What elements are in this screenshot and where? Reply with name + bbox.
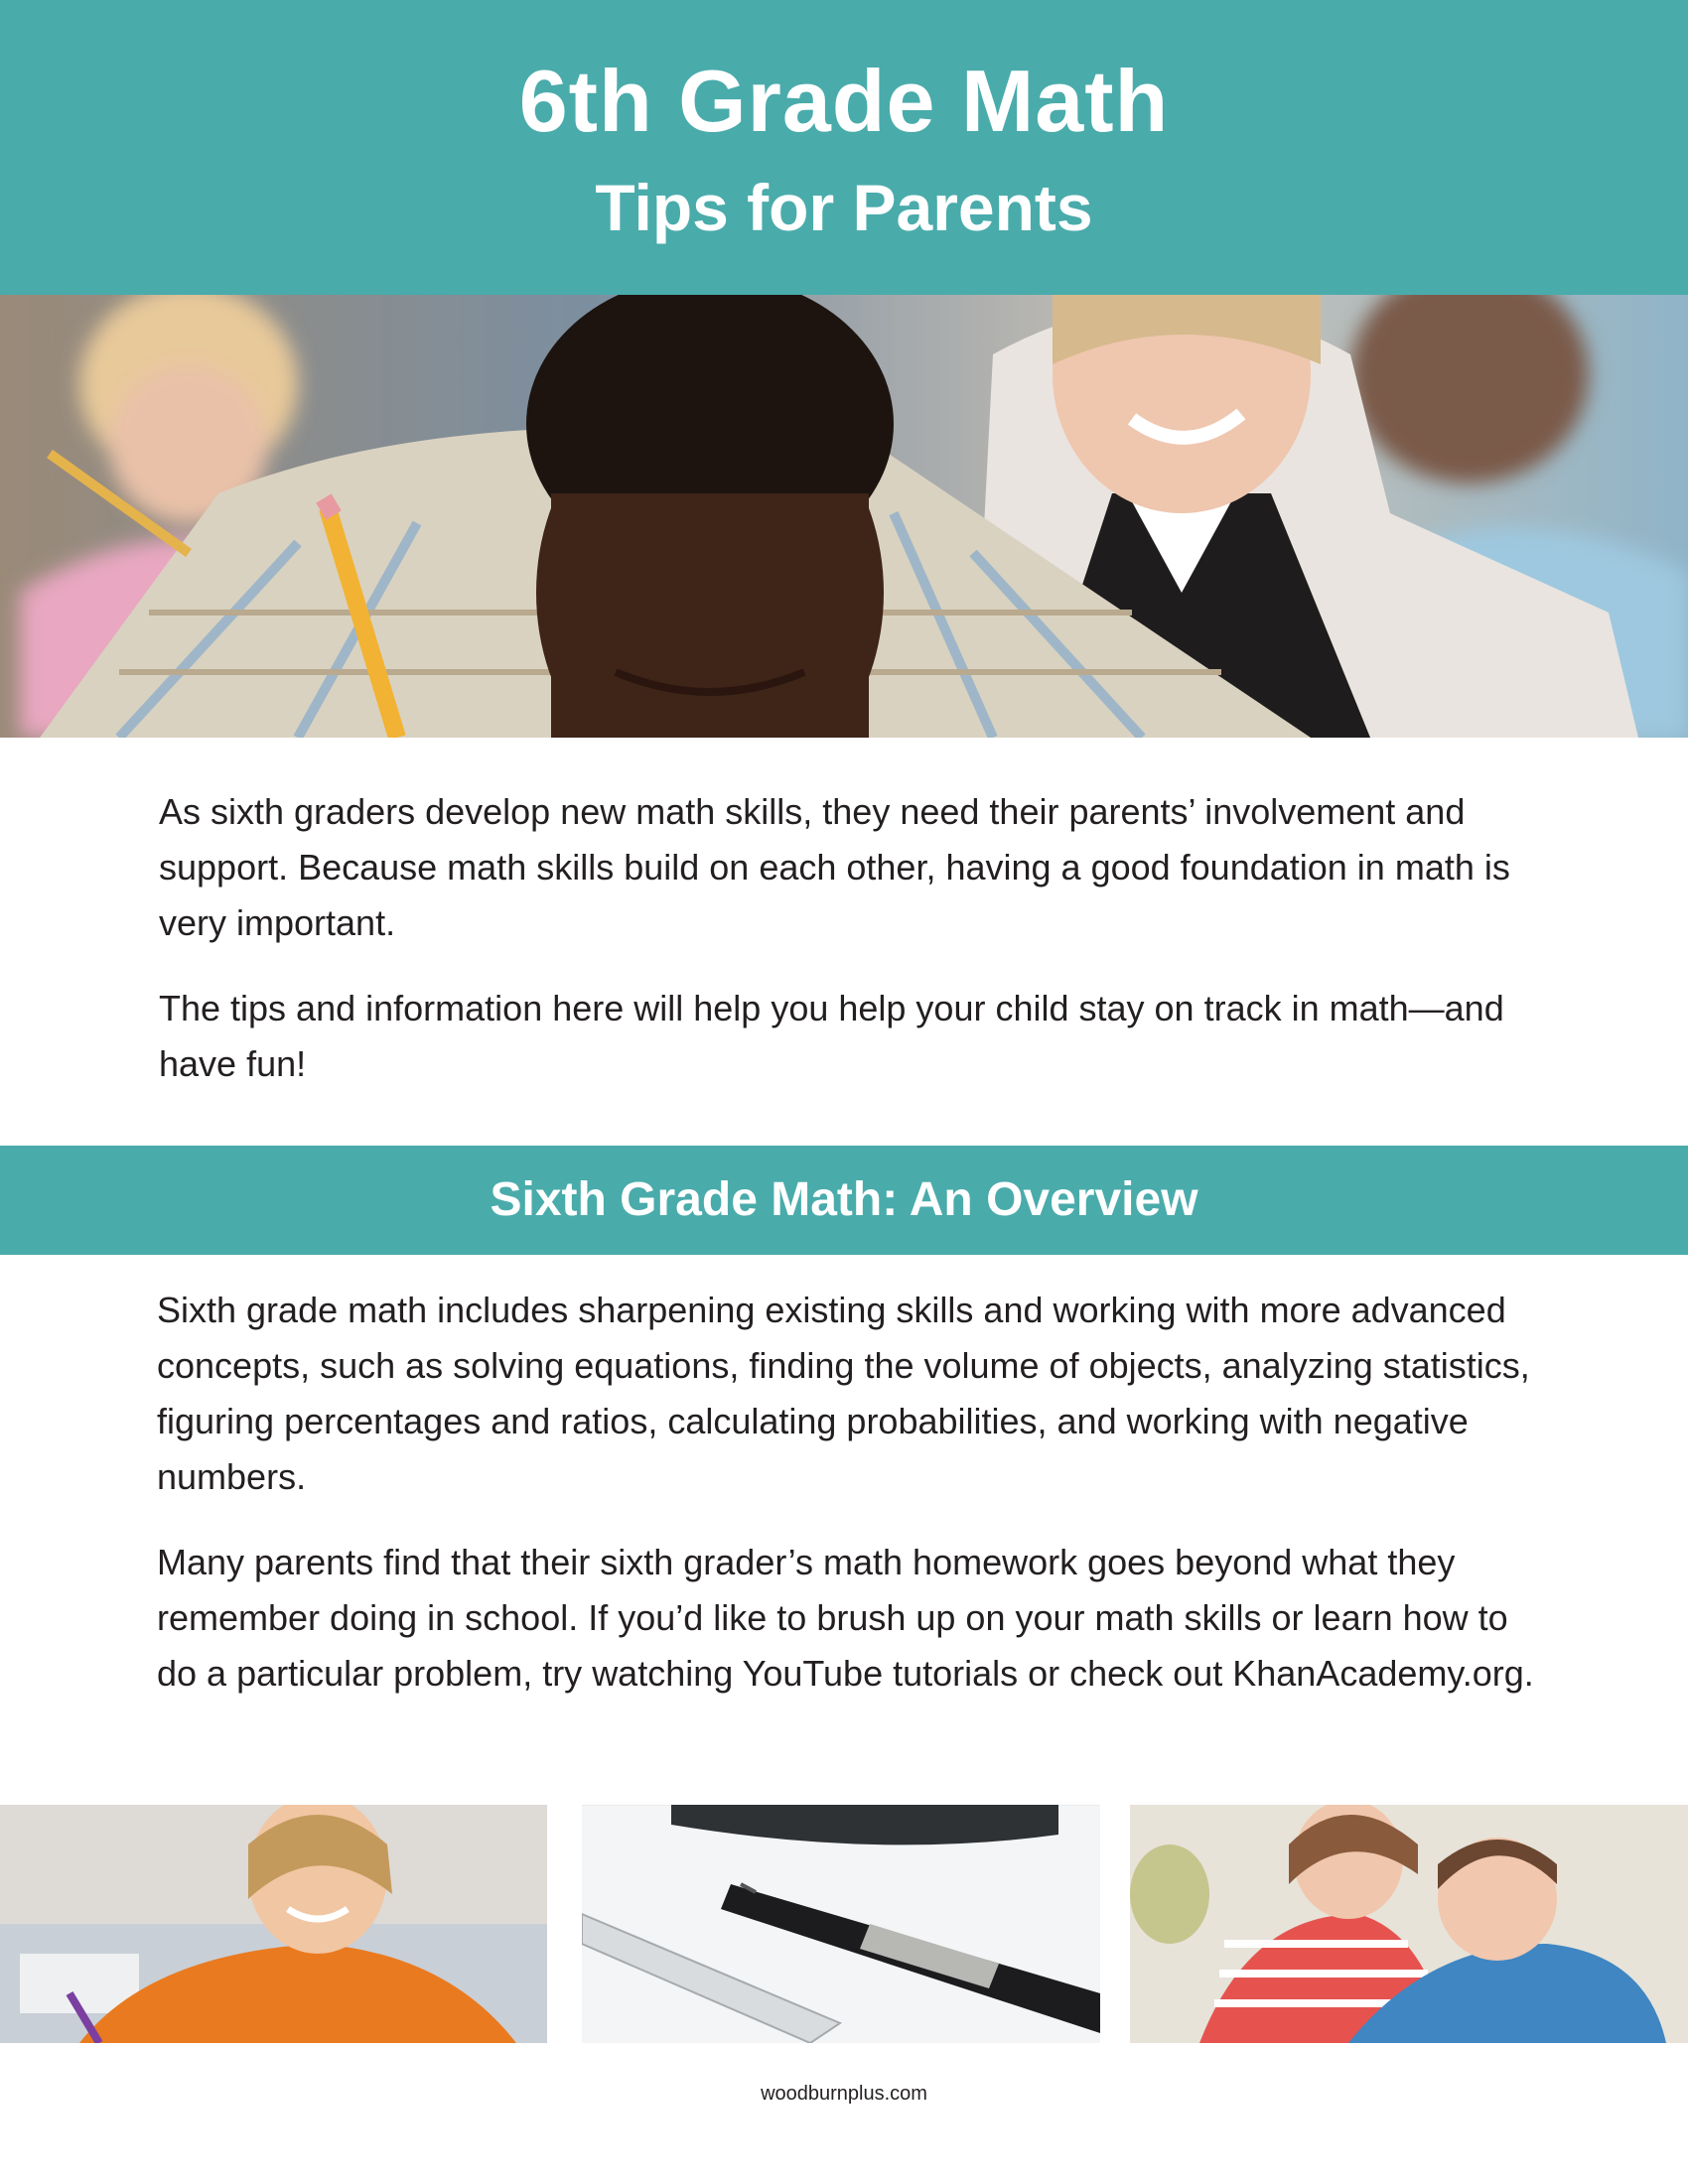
footer-url: woodburnplus.com [761, 2083, 927, 2105]
overview-section [157, 1283, 1547, 1731]
hero-image [0, 295, 1688, 738]
header-band [0, 0, 1688, 295]
photo-pen-ruler [582, 1805, 1100, 2043]
page-title: 6th Grade Math [518, 52, 1170, 150]
section-heading: Sixth Grade Math: An Overview [490, 1173, 1198, 1226]
overview-paragraph-2: Many parents find that their sixth grader’s math homework goes beyond what they remember doing in school. If you’d like to brush up on your math skills or learn how to do a particular problem, try watching YouTube tutorials or check out KhanAcademy.org. [157, 1542, 1534, 1694]
classroom-photo-icon [0, 295, 1688, 738]
student-photo-icon [0, 1805, 547, 2043]
overview-paragraph-1: Sixth grade math includes sharpening existing skills and working with more advanced concepts, such as solving equations, finding the volume of objects, analyzing statistics, figuring percentages and ratios, calculating probabilities, and working with negative numbers. [157, 1290, 1530, 1497]
intro-paragraph-2: The tips and information here will help you help your child stay on track in math—and have fun! [159, 988, 1504, 1084]
photo-parent-child [1130, 1805, 1688, 2043]
section-band [0, 1146, 1688, 1255]
photo-student [0, 1805, 547, 2043]
intro-paragraph-1: As sixth graders develop new math skills, they need their parents’ involvement and support. Because math skills build on each other, having a good foundation in math is very important. [159, 791, 1510, 943]
intro-section [159, 784, 1549, 1122]
parent-and-child-photo-icon [1130, 1805, 1688, 2043]
page-subtitle: Tips for Parents [595, 171, 1093, 244]
pen-and-ruler-photo-icon [582, 1805, 1100, 2043]
